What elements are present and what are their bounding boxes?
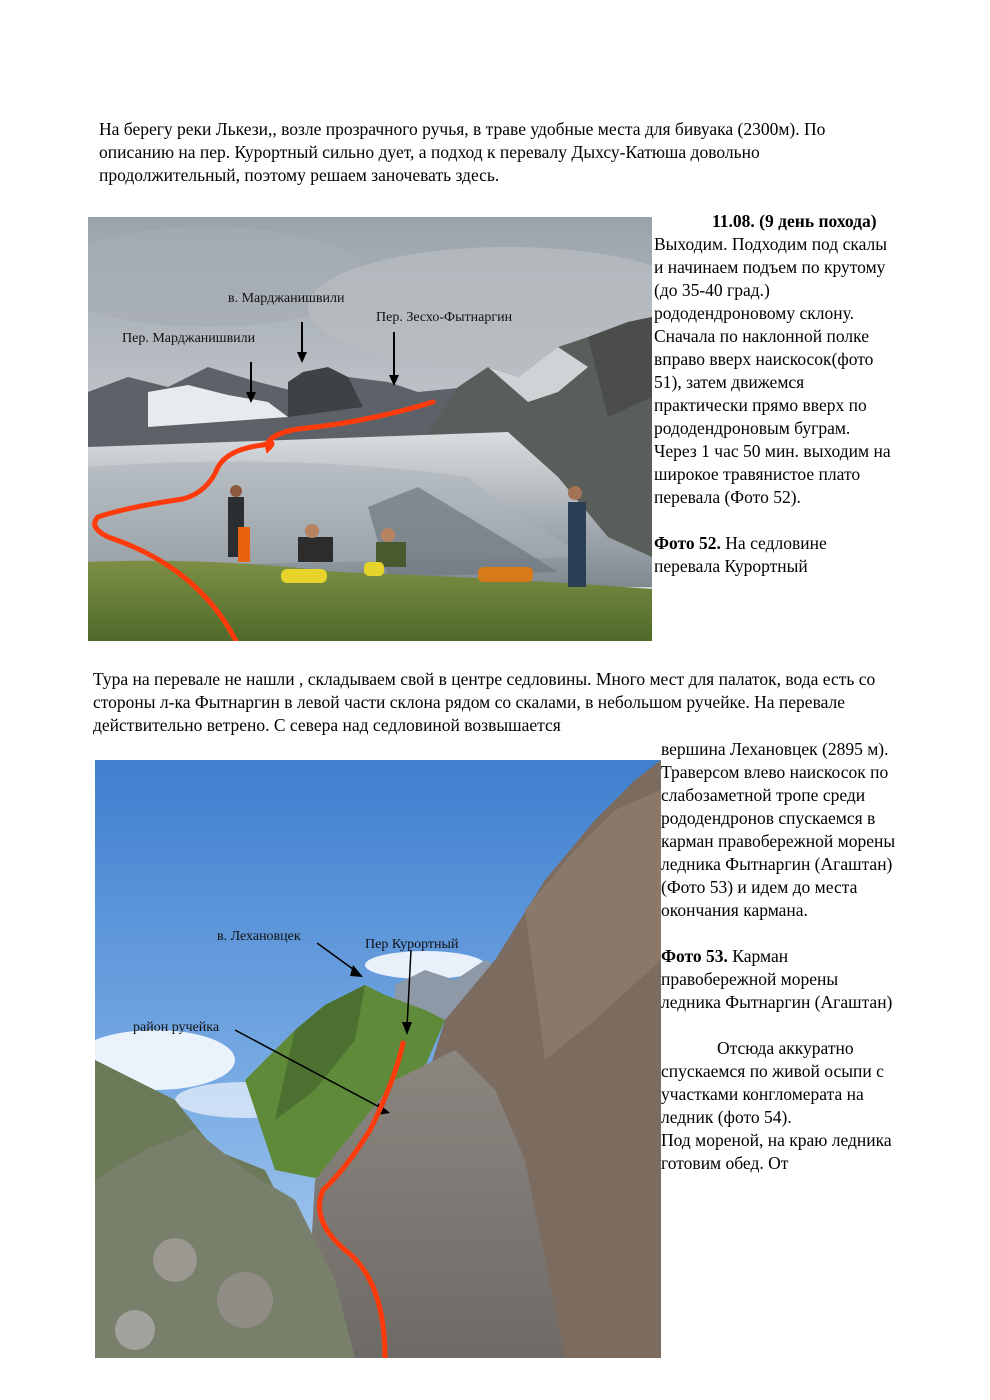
- right-column-1: [654, 210, 894, 578]
- right-column-2: [661, 738, 899, 1175]
- label-pass-zeskho: Пер. Зесхо-Фытнаргин: [376, 310, 513, 325]
- day-text: Выходим. Подходим под скалы и начинаем подъем по крутому (до 35-40 град.) рододендроновому склону. Сначала по наклонной полке вправо вверх наискосок(фото 51), затем движемся практически прямо вверх по рододендроновым буграм. Через 1 час 50 мин. выходим на широкое травянистое плато перевала (Фото 52).: [654, 234, 891, 507]
- label-stream-area: район ручейка: [133, 1020, 220, 1035]
- label-peak-lekhanovtsek: в. Лехановцек: [217, 929, 301, 944]
- lunch-paragraph: Под мореной, на краю ледника готовим обед. От: [661, 1130, 892, 1173]
- caption-52-text: На седловине перевала Курортный: [654, 533, 827, 576]
- summit-paragraph: вершина Лехановцек (2895 м). Траверсом влево наискосок по слабозаметной тропе среди рододендронов спускаемся в карман правобережной морены ледника Фытнаргин (Агаштан) (Фото 53) и идем до места окончания кармана.: [661, 739, 896, 920]
- caption-52: [654, 532, 894, 578]
- label-peak-mardzhanishvili: в. Марджанишвили: [228, 291, 345, 306]
- photo-53: [95, 760, 661, 1358]
- caption-52-label: Фото 52.: [654, 533, 721, 553]
- caption-53: [661, 945, 899, 1014]
- descent-paragraph: Отсюда аккуратно спускаемся по живой осыпи с участками конгломерата на ледник (фото 54).: [661, 1038, 884, 1127]
- caption-53-label: Фото 53.: [661, 946, 728, 966]
- caption-53-text: Карман правобережной морены ледника Фытнаргин (Агаштан): [661, 946, 893, 1012]
- intro-paragraph: На берегу реки Лькези,, возле прозрачного ручья, в траве удобные места для бивуака (2300м). По описанию на пер. Курортный сильно дует, а подход к перевалу Дыхсу-Катюша довольно продолжительный, поэтому решаем заночевать здесь.: [99, 119, 826, 185]
- middle-paragraph: Тура на перевале не нашли , складываем свой в центре седловины. Много мест для палаток, вода есть со стороны л-ка Фытнаргин в левой части склона рядом со скалами, в небольшом ручейке. На перевале действительно ветрено. С севера над седловиной возвышается: [93, 669, 876, 735]
- photo-52: [88, 217, 652, 641]
- day-paragraph: [654, 210, 894, 509]
- label-pass-kurortny: Пер Курортный: [365, 937, 459, 952]
- day-heading: 11.08. (9 день похода): [712, 211, 877, 231]
- label-pass-mardzhanishvili: Пер. Марджанишвили: [122, 331, 256, 346]
